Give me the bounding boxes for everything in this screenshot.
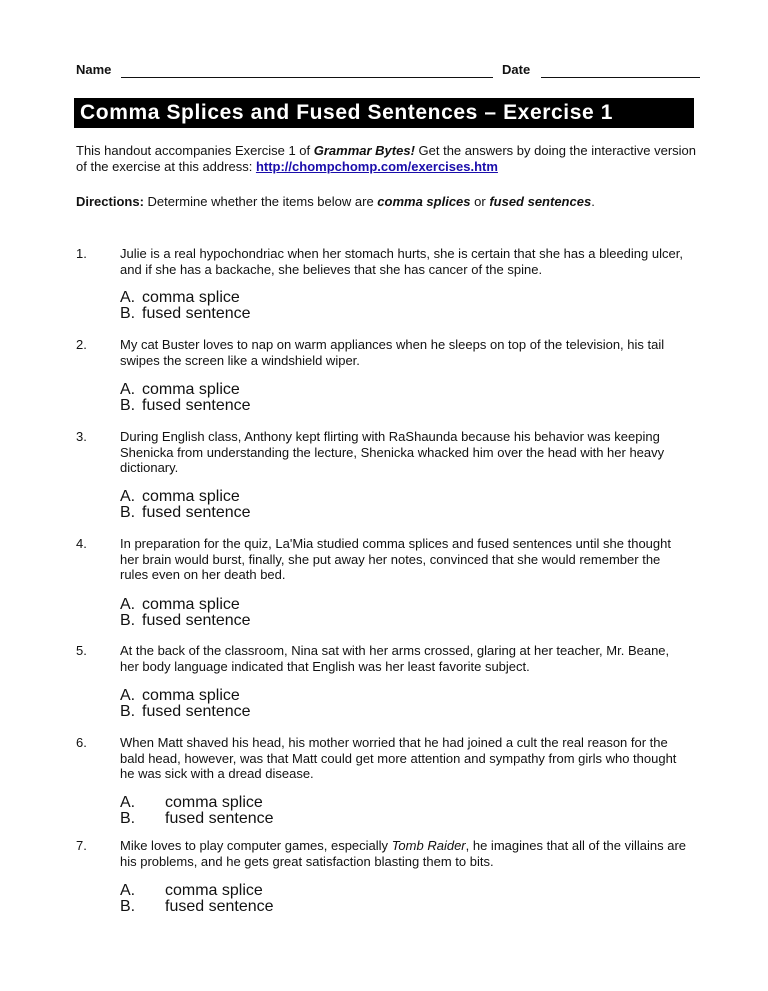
term-comma-splices: comma splices [377,194,471,209]
option-b[interactable] [120,504,420,520]
option-a[interactable] [120,488,420,504]
answer-options [120,381,420,413]
item-number: 2. [76,337,87,352]
date-field[interactable] [541,77,700,78]
option-b[interactable] [120,397,420,413]
item-number: 6. [76,735,87,750]
answer-options [120,882,420,914]
directions-end: . [591,194,595,209]
intro-paragraph [76,143,696,175]
option-text: fused sentence [142,612,251,629]
option-letter: A. [120,882,136,899]
item-text-part: Mike loves to play computer games, especially [120,838,392,853]
option-text: fused sentence [142,504,251,521]
item-text: In preparation for the quiz, La'Mia studied comma splices and fused sentences until she thought her brain would burst, finally, she put away her notes, convinced that she would remember the rules even on her death bed. [120,536,671,582]
intro-text-2: Get the answers by doing the interactive version of the exercise at this address: [76,143,696,174]
option-b[interactable] [120,810,420,826]
option-b[interactable] [120,703,420,719]
item-text: Julie is a real hypochondriac when her stomach hurts, she is certain that she has a bleeding ulcer, and if she has a backache, she believes that she has cancer of the spine. [120,246,683,277]
item-text-part: , he imagines that all of the villains are his problems, and he gets great satisfaction blasting them to bits. [120,838,687,869]
item-text: During English class, Anthony kept flirting with RaShaunda because his behavior was keeping Shenicka from understanding the lecture, Shenicka whacked him over the head with her heavy dictionary. [120,429,665,475]
item-number: 4. [76,536,87,551]
answer-options [120,687,420,719]
option-letter: A. [120,794,136,811]
option-letter: A. [120,596,136,613]
option-b[interactable] [120,612,420,628]
answer-options [120,488,420,520]
name-field[interactable] [121,77,493,78]
option-text: fused sentence [165,810,274,827]
option-text: comma splice [142,289,240,306]
option-letter: A. [120,488,136,505]
term-fused-sentences: fused sentences [489,194,592,209]
option-letter: B. [120,305,136,322]
option-letter: B. [120,504,136,521]
directions-or: or [470,194,490,209]
item-number: 3. [76,429,87,444]
item-number: 7. [76,838,87,853]
intro-text: This handout accompanies Exercise 1 of [76,143,314,158]
name-label: Name [76,62,112,77]
option-a[interactable] [120,882,420,898]
option-text: comma splice [142,381,240,398]
answer-options [120,794,420,826]
option-letter: A. [120,381,136,398]
item-number: 5. [76,643,87,658]
option-text: comma splice [142,687,240,704]
option-text: fused sentence [142,305,251,322]
option-letter: B. [120,397,136,414]
item-text [120,838,690,869]
book-title: Grammar Bytes! [313,143,415,158]
option-letter: B. [120,703,136,720]
option-text: comma splice [142,596,240,613]
option-text: fused sentence [165,898,274,915]
option-text: fused sentence [142,397,251,414]
option-b[interactable] [120,305,420,321]
option-a[interactable] [120,289,420,305]
option-letter: A. [120,687,136,704]
option-a[interactable] [120,687,420,703]
item-text: At the back of the classroom, Nina sat with her arms crossed, glaring at her teacher, Mr. Beane, her body language indicated that English was her least favorite subject. [120,643,670,674]
page-title: Comma Splices and Fused Sentences – Exercise 1 [74,98,694,128]
answer-options [120,289,420,321]
item-number: 1. [76,246,87,261]
item-text: When Matt shaved his head, his mother worried that he had joined a cult the real reason for the bald head, however, was that Matt could get more attention and sympathy from girls who thought he was sick with a dread disease. [120,735,677,781]
option-letter: B. [120,810,136,827]
option-text: comma splice [165,882,263,899]
option-letter: B. [120,612,136,629]
option-a[interactable] [120,794,420,810]
exercise-link[interactable]: http://chompchomp.com/exercises.htm [255,159,498,174]
answer-options [120,596,420,628]
option-letter: A. [120,289,136,306]
date-label: Date [502,62,531,77]
option-a[interactable] [120,596,420,612]
option-text: comma splice [165,794,263,811]
directions-label: Directions: [76,194,144,209]
option-b[interactable] [120,898,420,914]
game-title: Tomb Raider [391,838,466,853]
option-letter: B. [120,898,136,915]
option-text: fused sentence [142,703,251,720]
directions [76,194,696,210]
option-text: comma splice [142,488,240,505]
name-date-row [76,62,700,80]
option-a[interactable] [120,381,420,397]
item-text: My cat Buster loves to nap on warm appliances when he sleeps on top of the television, his tail swipes the screen like a windshield wiper. [120,337,665,368]
directions-text: Determine whether the items below are [143,194,378,209]
